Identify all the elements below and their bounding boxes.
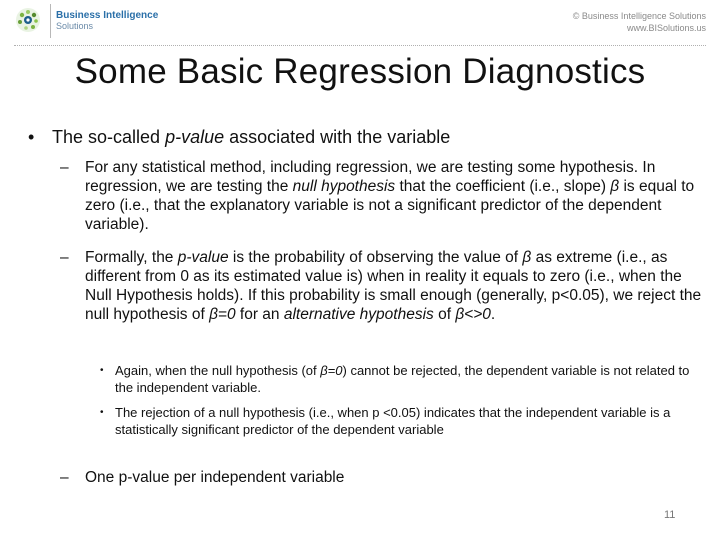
company-logo-icon (14, 6, 42, 34)
header-copyright-block (573, 10, 706, 34)
logo-line-2: Solutions (56, 21, 94, 31)
sub-bullet-text: One p-value per independent variable (85, 469, 345, 486)
bullet-icon: • (100, 407, 104, 418)
logo-text (56, 10, 158, 32)
sub-bullet-text: For any statistical method, including regression, we are testing some hypothesis. In regression, we are testing the null hypothesis that the coefficient (i.e., slope) β is equal to zero (i.e., that the explanatory variable is not a significant predictor of the dependent variable). (85, 159, 695, 233)
sub-sub-bullet-text: The rejection of a null hypothesis (i.e., when p <0.05) indicates that the independent variable is a statistically significant predictor of the dependent variable (115, 405, 671, 437)
logo-divider (44, 4, 51, 38)
sub-sub-bullet-text: Again, when the null hypothesis (of β=0) cannot be rejected, the dependent variable is not related to the independent variable. (115, 363, 690, 395)
dash-icon: – (60, 469, 69, 486)
dash-icon: – (60, 159, 69, 176)
logo-line-1: Business Intelligence (56, 10, 159, 21)
bullet-icon: • (28, 127, 35, 147)
copyright-text: © Business Intelligence Solutions (572, 11, 706, 21)
bullet-text: The so-called p-value associated with the variable (52, 127, 451, 147)
bullet-icon: • (100, 365, 104, 376)
website-text: www.BISolutions.us (626, 23, 706, 33)
dash-icon: – (60, 249, 69, 266)
slide-title: Some Basic Regression Diagnostics (74, 52, 646, 91)
page-number: 11 (664, 509, 676, 521)
sub-bullet-text: Formally, the p-value is the probability of observing the value of β as extreme (i.e., as different from 0 as its estimated value is) when in reality it equals to zero (i.e., when the Null Hypothesis holds). If this probability is small enough (generally, p<0.05), we reject the null hypothesis of β=0 for an alternative hypothesis of β<>0. (85, 249, 702, 323)
header-divider (14, 45, 706, 46)
slide-header (0, 0, 720, 46)
